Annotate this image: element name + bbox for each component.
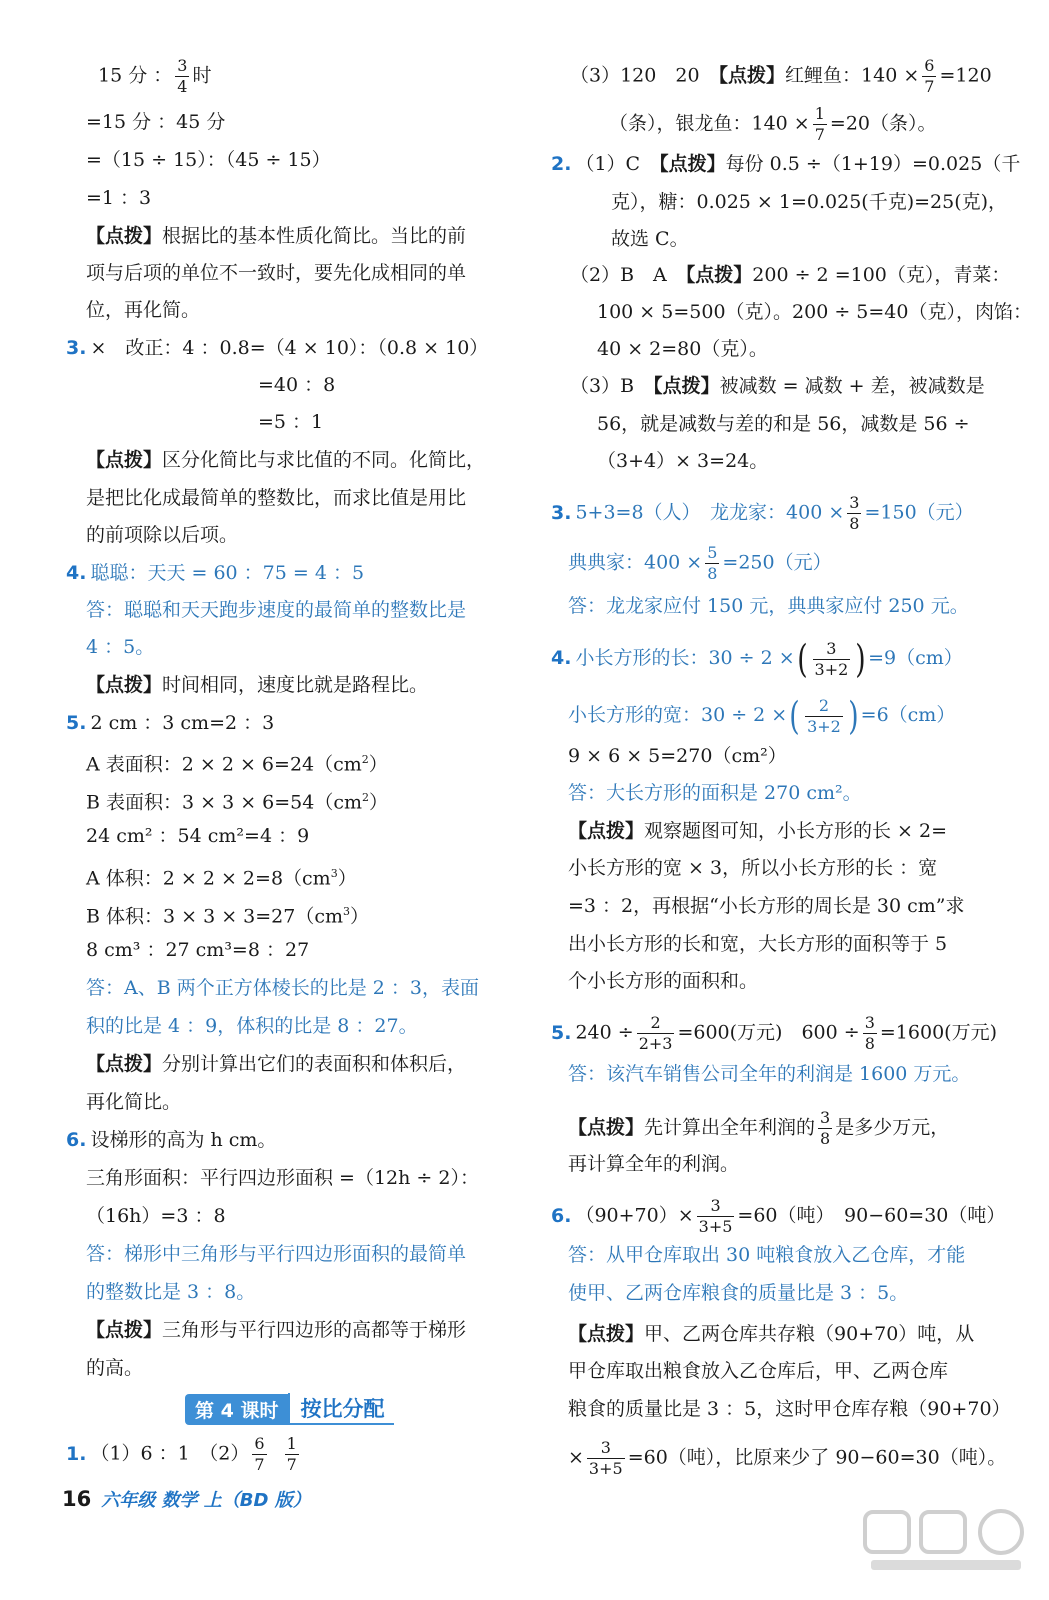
line: 56，就是减数与差的和是 56，减数是 56 ÷ (597, 413, 970, 435)
page-number: 16 (62, 1487, 92, 1511)
line: （3）B 【点拨】被减数 = 减数 + 差，被减数是 (570, 375, 985, 397)
tip-line: 是把比化成最简单的整数比，而求比值是用比 (86, 487, 467, 509)
question-6: 6. 设梯形的高为 h cm。 (66, 1129, 277, 1151)
line: 100 × 5=500（克）。200 ÷ 5=40（克），肉馅： (597, 301, 1032, 323)
fraction: $\frac{3}{3+5}$ (588, 1438, 623, 1478)
book-title: 六年级 数学 上（BD 版） (101, 1490, 311, 1511)
tip-line: 再计算全年的利润。 (568, 1153, 740, 1175)
line: （16h）=3 ：8 (86, 1205, 226, 1227)
tip-line: × $\frac{3}{3+5}$ =60（吨），比原来少了 90−60=30（吨）。 (568, 1438, 1007, 1478)
tip-line: 的前项除以后项。 (86, 524, 239, 546)
line: （3+4）× 3=24。 (597, 450, 769, 472)
line: 40 × 2=80（克）。 (597, 338, 768, 360)
fraction: $\frac{3}{4}$ (177, 56, 188, 96)
answer-line: 4 ：5。 (86, 636, 155, 658)
line: （3）120 20 【点拨】红鲤鱼：140 × $\frac{6}{7}$ =120 (570, 56, 992, 96)
answer-line: 答：大长方形的面积是 270 cm²。 (568, 782, 862, 804)
question-3: 3. × 改正：4 ：0.8=（4 × 10）：（0.8 × 10） (66, 337, 489, 359)
line: =5 ：1 (258, 411, 324, 433)
question-1: 1. （1）6 ：1 （2） $\frac{6}{7}$ $\frac{1}{7}$ (66, 1434, 297, 1474)
line: B 体积：$3 \times 3 \times 3=27(cm^3)$ (86, 905, 370, 928)
tip-line: 个小长方形的面积和。 (568, 970, 759, 992)
fraction: $\frac{1}{7}$ (814, 104, 825, 144)
answer-line: 小长方形的宽：30 ÷ 2 ×( $\frac{2}{3+2}$ ) =6（cm） (568, 694, 956, 738)
tip-line: 【点拨】先计算出全年利润的 $\frac{3}{8}$ 是多少万元， (568, 1108, 950, 1148)
answer-line: 答：梯形中三角形与平行四边形面积的最简单 (86, 1243, 467, 1265)
question-5: 5. 2 cm ：3 cm=2 ：3 (66, 712, 275, 734)
question-3: 3. 5+3=8（人） 龙龙家：400 × $\frac{3}{8}$ =150（元） (551, 493, 974, 533)
tip-line: 的高。 (86, 1357, 144, 1379)
line: 8 cm³ ：27 cm³=8 ：27 (86, 939, 310, 961)
tip-line: 【点拨】观察题图可知，小长方形的长 × 2= (568, 820, 948, 842)
tip-line: 【点拨】甲、乙两仓库共存粮（90+70）吨，从 (568, 1323, 975, 1345)
line: 三角形面积：平行四边形面积 =（12h ÷ 2）： (86, 1167, 479, 1189)
tip-line: 项与后项的单位不一致时，要先化成相同的单 (86, 262, 467, 284)
line: =1 ：3 (86, 187, 152, 209)
tip-line: 位，再化简。 (86, 299, 201, 321)
answer-line: 答：该汽车销售公司全年的利润是 1600 万元。 (568, 1063, 971, 1085)
line: B 表面积：$3 \times 3 \times 6=54(cm^2)$ (86, 791, 389, 814)
answer-line: 答：A、B 两个正方体棱长的比是 2 ：3，表面 (86, 977, 479, 999)
lesson-tag: 第 4 课时 (185, 1394, 288, 1425)
fraction: $\frac{3}{8}$ (864, 1013, 875, 1053)
answer-line: 答：龙龙家应付 150 元，典典家应付 250 元。 (568, 595, 969, 617)
question-6: 6. （90+70）× $\frac{3}{3+5}$ =60（吨） 90−60=30（吨） (551, 1196, 1006, 1236)
question-2: 2. （1）C 【点拨】每份 0.5 ÷（1+19）=0.025（千 (551, 153, 1021, 175)
tip-line: 【点拨】三角形与平行四边形的高都等于梯形 (86, 1319, 467, 1341)
tip-line: 再化简比。 (86, 1091, 182, 1113)
answer-line: 的整数比是 3 ：8。 (86, 1281, 256, 1303)
line: A 表面积：$2 \times 2 \times 6=24(cm^2)$ (86, 753, 388, 776)
fraction: $\frac{5}{8}$ (707, 543, 718, 583)
tip-line: 粮食的质量比是 3 ：5，这时甲仓库存粮（90+70） (568, 1398, 1011, 1420)
fraction: $\frac{3}{3+5}$ (698, 1196, 733, 1236)
answer-line: 典典家：400 × $\frac{5}{8}$ =250（元） (568, 543, 832, 583)
fraction: $\frac{3}{3+2}$ (814, 638, 849, 679)
question-4: 4. 聪聪：天天 = 60 ：75 = 4 ：5 (66, 562, 365, 584)
line: 9 × 6 × 5=270（cm²） (568, 745, 787, 767)
fraction: $\frac{1}{7}$ (286, 1434, 297, 1474)
watermark-logo-icon (861, 1506, 1031, 1576)
fraction: $\frac{6}{7}$ (254, 1434, 265, 1474)
line: =（15 ÷ 15）：（45 ÷ 15） (86, 149, 331, 171)
tip-line: 【点拨】分别计算出它们的表面积和体积后， (86, 1053, 467, 1075)
tip-line: 小长方形的宽 × 3，所以小长方形的长 ：宽 (568, 857, 938, 879)
tip-line: 甲仓库取出粮食放入乙仓库后，甲、乙两仓库 (568, 1360, 949, 1382)
fraction: $\frac{6}{7}$ (924, 56, 935, 96)
line: =15 分 ：45 分 (86, 111, 226, 133)
tip-line: 【点拨】区分化简比与求比值的不同。化简比， (86, 449, 486, 471)
fraction: $\frac{2}{2+3}$ (638, 1013, 673, 1053)
page-footer (62, 1486, 311, 1512)
line: （条），银龙鱼：140 × $\frac{1}{7}$ =20（条）。 (609, 104, 937, 144)
line: =40 ：8 (258, 374, 336, 396)
fraction: $\frac{3}{8}$ (849, 493, 860, 533)
answer-line: 积的比是 4 ：9，体积的比是 8 ：27。 (86, 1015, 418, 1037)
line: 24 cm² ：54 cm²=4 ：9 (86, 825, 310, 847)
tip-line: 【点拨】根据比的基本性质化简比。当比的前 (86, 225, 467, 247)
question-4: 4. 小长方形的长：30 ÷ 2 ×( $\frac{3}{3+2}$ ) =9（cm） (551, 637, 963, 681)
question-5: 5. 240 ÷ $\frac{2}{2+3}$ =600(万元) 600 ÷ $\frac{3}{8}$ =1600(万元) (551, 1013, 997, 1053)
line: （2）B A 【点拨】200 ÷ 2 =100（克），青菜： (570, 264, 1011, 286)
answer-line: 答：从甲仓库取出 30 吨粮食放入乙仓库，才能 (568, 1244, 966, 1266)
lesson-heading (185, 1393, 394, 1425)
line: A 体积：$2 \times 2 \times 2=8(cm^3)$ (86, 867, 357, 890)
line: 克），糖：0.025 × 1=0.025(千克)=25(克)， (611, 191, 1008, 213)
line: 故选 C。 (611, 228, 689, 250)
fraction: $\frac{2}{3+2}$ (807, 695, 841, 736)
answer-line: 使甲、乙两仓库粮食的质量比是 3 ：5。 (568, 1282, 909, 1304)
tip-line: =3 ：2，再根据“小长方形的周长是 30 cm”求 (568, 895, 965, 917)
fraction: $\frac{3}{8}$ (820, 1108, 831, 1148)
lesson-title: 按比分配 (288, 1393, 394, 1425)
tip-line: 【点拨】时间相同，速度比就是路程比。 (86, 674, 429, 696)
tip-line: 出小长方形的长和宽，大长方形的面积等于 5 (568, 933, 948, 955)
line: 15 分 ： $\frac{3}{4}$ 时 (98, 56, 212, 96)
answer-line: 答：聪聪和天天跑步速度的最简单的整数比是 (86, 599, 467, 621)
